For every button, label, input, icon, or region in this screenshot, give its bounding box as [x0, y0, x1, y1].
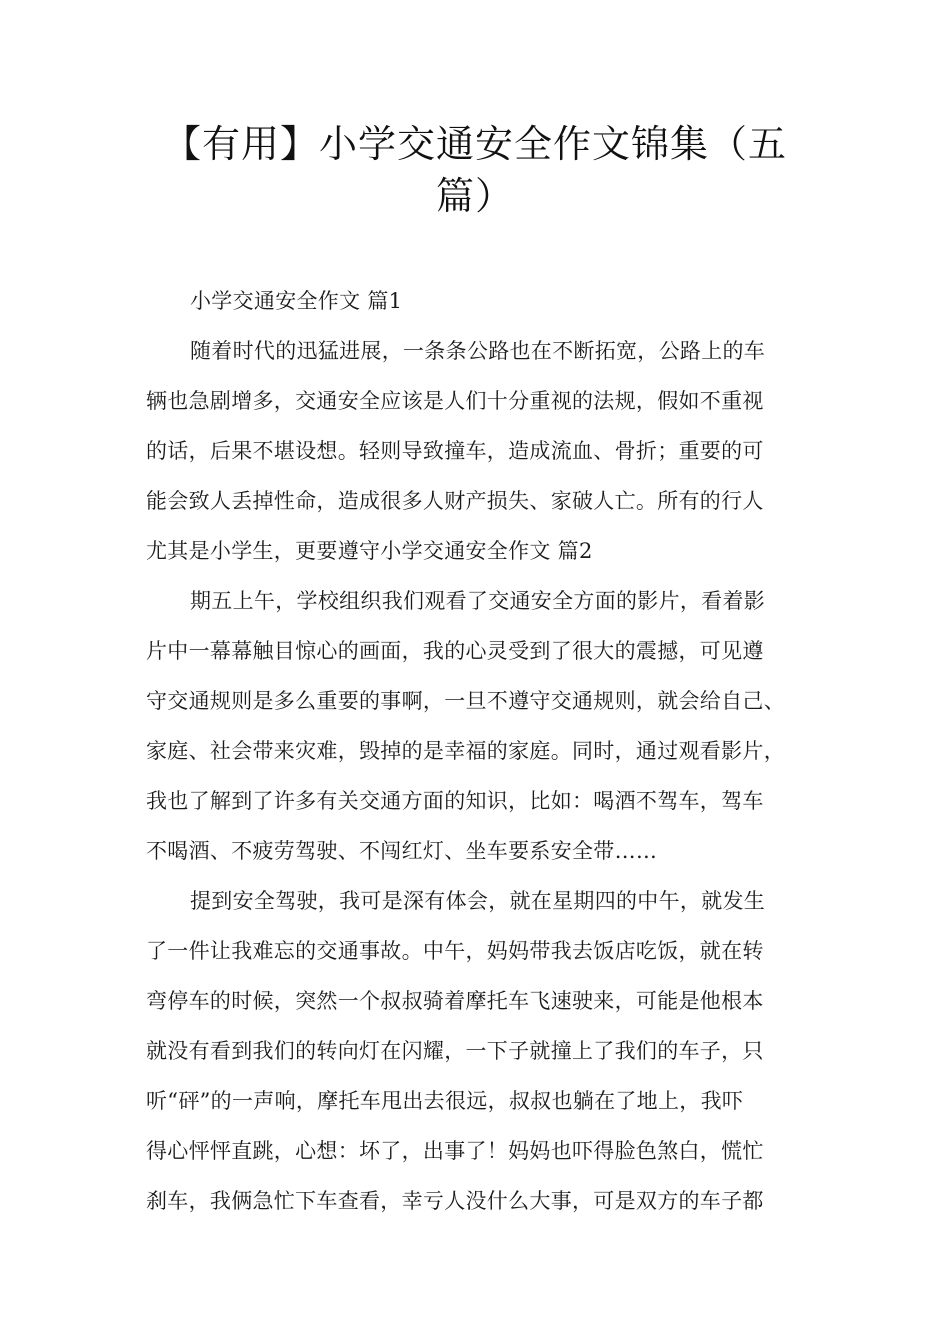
text-line: 就没有看到我们的转向灯在闪耀，一下子就撞上了我们的车子，只: [146, 1039, 764, 1063]
text-line: 尤其是小学生，更要遵守小学交通安全作文 篇2: [146, 539, 593, 563]
text-line: 的话，后果不堪设想。轻则导致撞车，造成流血、骨折；重要的可: [146, 439, 764, 463]
title-line-1: 【有用】小学交通安全作文锦集（五: [162, 122, 787, 166]
text-line: 听“砰”的一声响，摩托车甩出去很远，叔叔也躺在了地上，我吓: [146, 1089, 744, 1113]
text-line: 我也了解到了许多有关交通方面的知识，比如：喝酒不驾车，驾车: [146, 789, 764, 813]
text-line: 片中一幕幕触目惊心的画面，我的心灵受到了很大的震撼，可见遵: [146, 639, 764, 663]
title-line-2: 篇）: [435, 174, 514, 218]
text-line: 期五上午，学校组织我们观看了交通安全方面的影片，看着影: [190, 589, 766, 613]
text-line: 小学交通安全作文 篇1: [190, 289, 403, 313]
text-line: 随着时代的迅猛进展，一条条公路也在不断拓宽，公路上的车: [190, 339, 766, 363]
text-line: 能会致人丢掉性命，造成很多人财产损失、家破人亡。所有的行人: [146, 489, 764, 513]
text-line: 家庭、社会带来灾难，毁掉的是幸福的家庭。同时，通过观看影片，: [146, 739, 785, 763]
document-body: [146, 283, 826, 1233]
text-line: 辆也急剧增多，交通安全应该是人们十分重视的法规，假如不重视: [146, 389, 764, 413]
text-line: 不喝酒、不疲劳驾驶、不闯红灯、坐车要系安全带……: [146, 839, 658, 863]
text-line: 刹车，我俩急忙下车查看，幸亏人没什么大事，可是双方的车子都: [146, 1189, 764, 1213]
text-line: 弯停车的时候，突然一个叔叔骑着摩托车飞速驶来，可能是他根本: [146, 989, 764, 1013]
text-line: 得心怦怦直跳，心想：坏了，出事了！妈妈也吓得脸色煞白，慌忙: [146, 1139, 764, 1163]
text-line: 守交通规则是多么重要的事啊，一旦不遵守交通规则，就会给自己、: [146, 689, 785, 713]
text-line: 提到安全驾驶，我可是深有体会，就在星期四的中午，就发生: [190, 889, 766, 913]
text-line: 了一件让我难忘的交通事故。中午，妈妈带我去饭店吃饭，就在转: [146, 939, 764, 963]
document-title: [120, 118, 830, 222]
